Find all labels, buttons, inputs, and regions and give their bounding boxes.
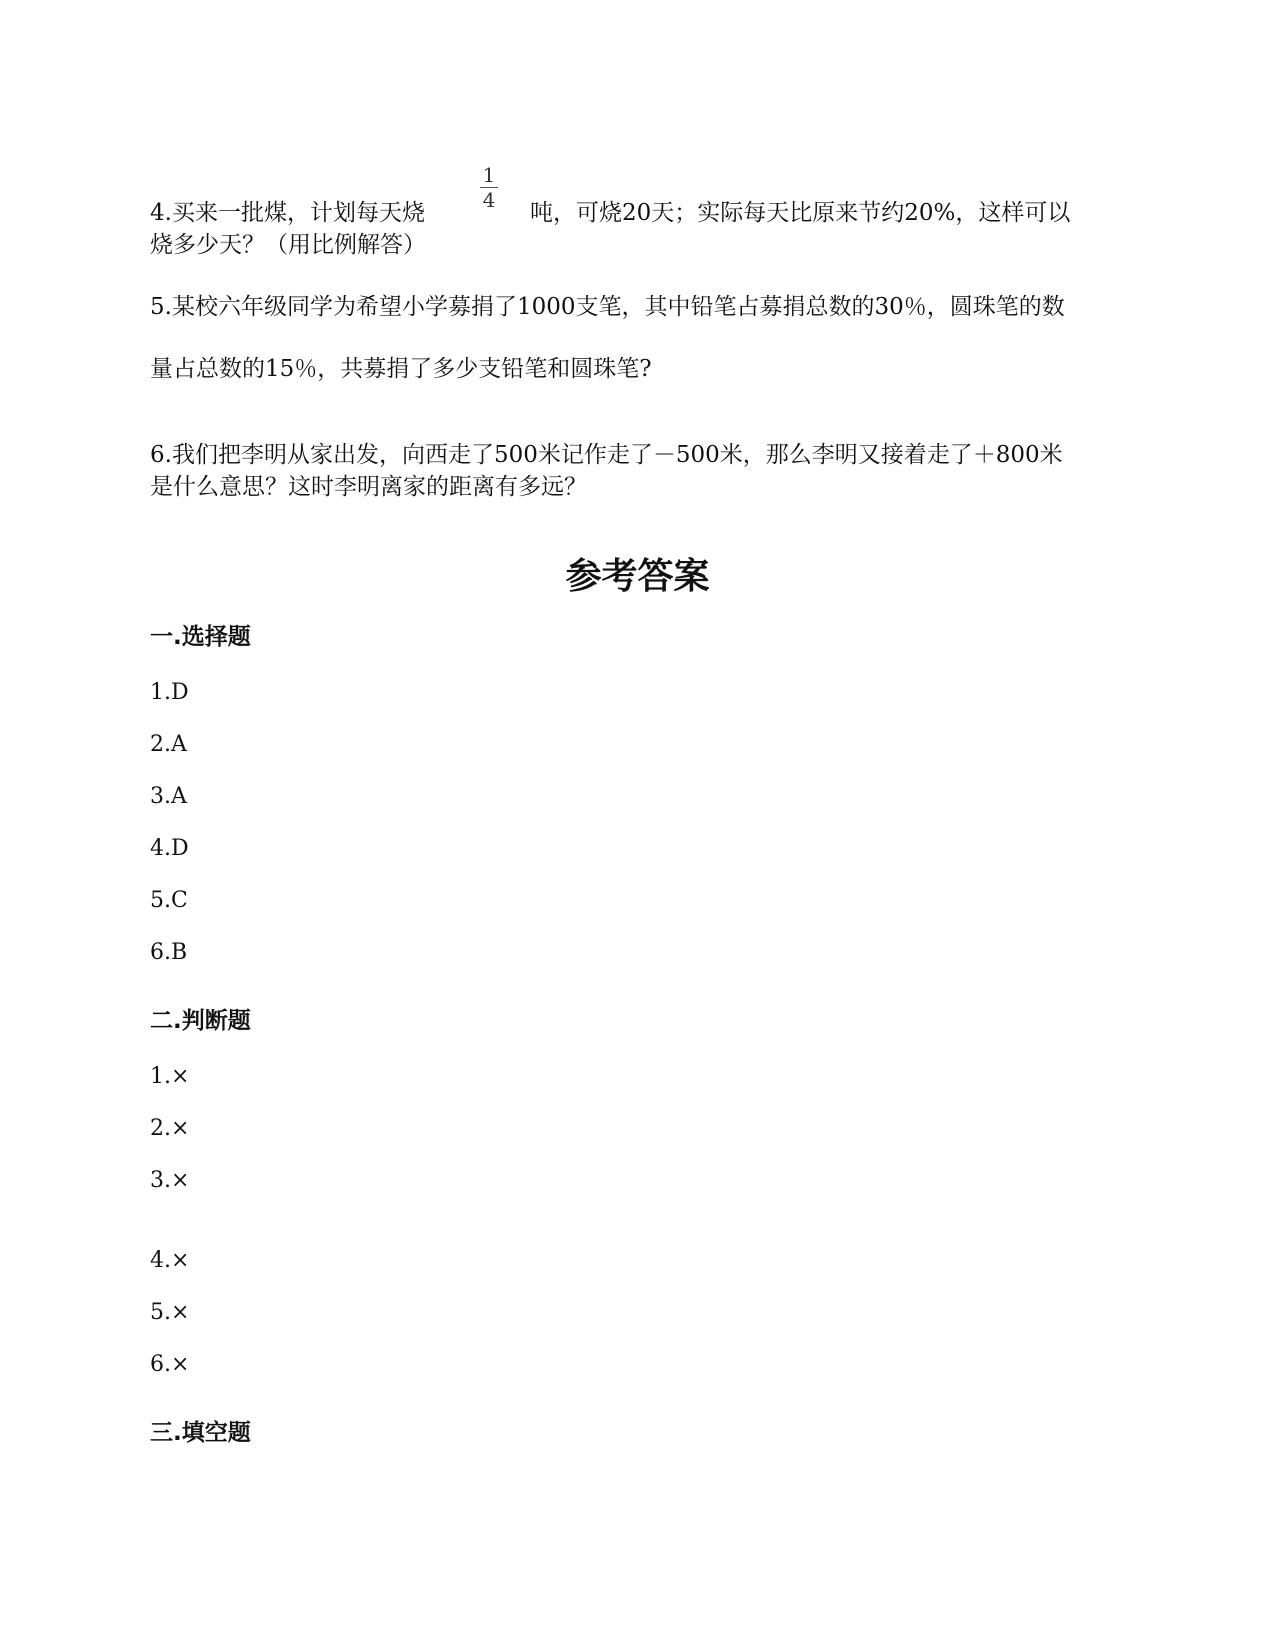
question-4-line2: 烧多少天？（用比例解答） xyxy=(150,232,426,258)
answer-item: 6.× xyxy=(150,1352,190,1377)
answer-item: 6.B xyxy=(150,940,188,965)
question-5-line1: 5.某校六年级同学为希望小学募捐了1000支笔，其中铅笔占募捐总数的30％，圆珠笔的数 xyxy=(150,294,1065,320)
answers-title: 参考答案 xyxy=(565,556,710,597)
answer-item: 3.× xyxy=(150,1168,190,1193)
answer-item: 2.A xyxy=(150,732,187,757)
answer-item: 5.× xyxy=(150,1300,190,1325)
question-6-line1: 6.我们把李明从家出发，向西走了500米记作走了－500米，那么李明又接着走了＋800米 xyxy=(150,442,1063,468)
question-5-line2: 量占总数的15％，共募捐了多少支铅笔和圆珠笔? xyxy=(150,356,652,382)
answer-item: 3.A xyxy=(150,784,187,809)
question-6-line2: 是什么意思？这时李明离家的距离有多远？ xyxy=(150,474,587,500)
section-title-choice: 一.选择题 xyxy=(150,624,251,650)
fraction-denominator: 4 xyxy=(482,188,496,212)
question-4-part1: 4.买来一批煤，计划每天烧 xyxy=(150,200,425,226)
answer-item: 4.D xyxy=(150,836,189,861)
answer-item: 5.C xyxy=(150,888,188,913)
section-title-fill-blank: 三.填空题 xyxy=(150,1420,251,1446)
section-title-judgment: 二.判断题 xyxy=(150,1008,251,1034)
answer-item: 1.D xyxy=(150,680,189,705)
answer-item: 2.× xyxy=(150,1116,190,1141)
fraction-numerator: 1 xyxy=(482,163,496,187)
question-4-part2: 吨，可烧20天；实际每天比原来节约20%，这样可以 xyxy=(530,200,1071,226)
answer-item: 4.× xyxy=(150,1248,190,1273)
fraction-one-quarter xyxy=(476,164,502,211)
answer-item: 1.× xyxy=(150,1064,190,1089)
